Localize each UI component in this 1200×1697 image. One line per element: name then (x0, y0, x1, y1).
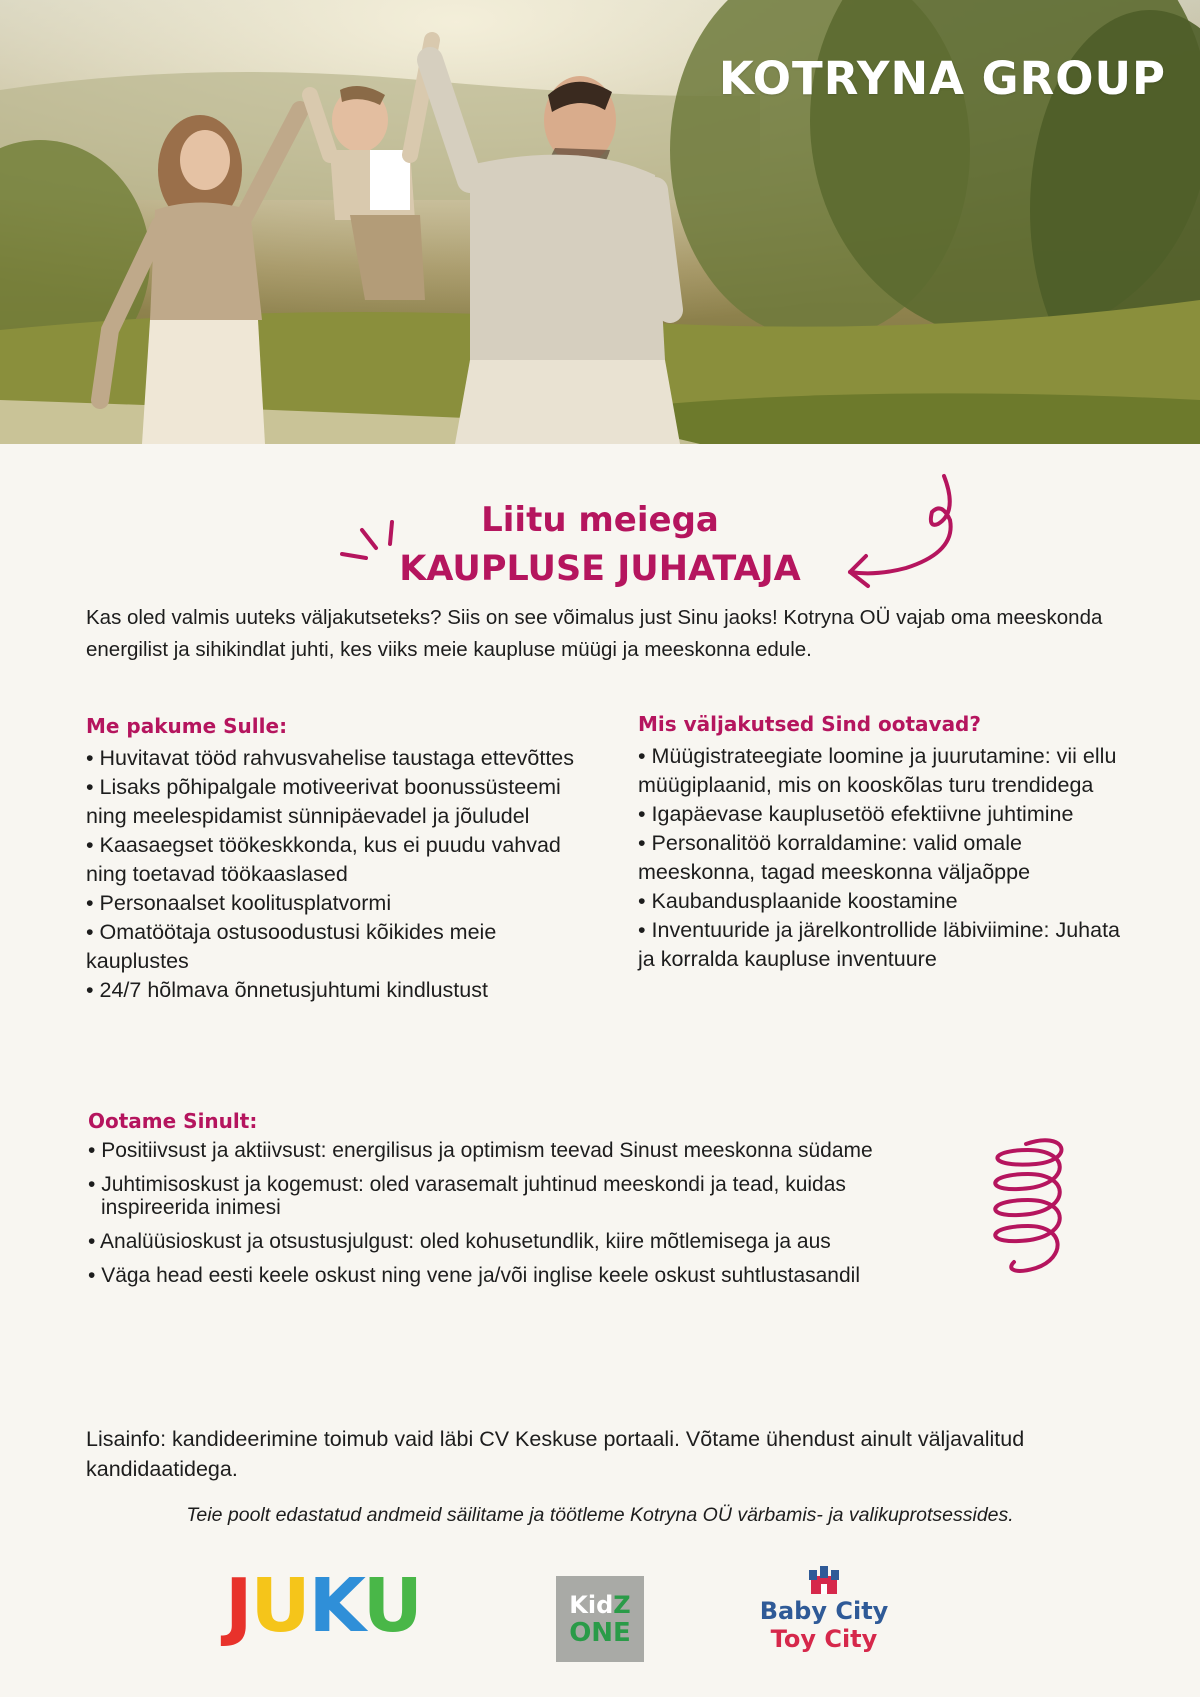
hero-photo (0, 0, 1200, 444)
list-item: • Müügistrateegiate loomine ja juurutamine: vii ellu müügiplaanid, mis on kooskõlas turu trendidega (638, 742, 1138, 800)
list-item: • Kaubandusplaanide koostamine (638, 887, 1138, 916)
expect-section (88, 1109, 918, 1298)
list-item: • Igapäevase kauplusetöö efektiivne juhtimine (638, 800, 1138, 829)
list-item: • Inventuuride ja järelkontrollide läbiviimine: Juhata ja korralda kaupluse inventuure (638, 916, 1138, 974)
kidzone-kid: Kid (569, 1590, 614, 1619)
toycity-text: Toy City (770, 1624, 878, 1653)
kidzone-z: Z (613, 1590, 631, 1619)
juku-letter: J (225, 1563, 251, 1649)
brand-logo: KOTRYNA GROUP (718, 52, 1166, 105)
juku-logo (225, 1563, 421, 1649)
list-item: • 24/7 hõlmava õnnetusjuhtumi kindlustust (86, 976, 586, 1005)
kidzone-bottom: ONE (569, 1617, 631, 1648)
job-title: KAUPLUSE JUHATAJA (399, 549, 801, 589)
challenges-title: Mis väljakutsed Sind ootavad? (638, 712, 981, 736)
offer-title: Me pakume Sulle: (86, 714, 288, 738)
babycity-text: Baby City (759, 1597, 889, 1626)
offer-section (86, 714, 586, 1005)
castle-icon (807, 1564, 841, 1594)
list-item: • Kaasaegset töökeskkonda, kus ei puudu vahvad ning toetavad töökaaslased (86, 831, 586, 889)
challenges-list (638, 742, 1138, 974)
list-item: • Juhtimisoskust ja kogemust: oled varasemalt juhtinud meeskondi ja tead, kuidas inspireerida inimesi (88, 1173, 918, 1219)
list-item: • Huvitavat tööd rahvusvahelise taustaga ettevõttes (86, 744, 586, 773)
list-item: • Omatöötaja ostusoodustusi kõikides meie kauplustes (86, 918, 586, 976)
challenges-section (638, 712, 1138, 974)
content-area (0, 444, 1200, 1697)
juku-letter: U (250, 1563, 309, 1649)
kidzone-logo (556, 1576, 644, 1662)
juku-letter: U (362, 1563, 421, 1649)
intro-text: Kas oled valmis uuteks väljakutseteks? Siis on see võimalus just Sinu jaoks! Kotryna OÜ vajab oma meeskonda energilist ja sihikindlat juhti, kes viiks meie kaupluse müügi ja meeskonna edule. (86, 606, 1103, 661)
list-item: • Lisaks põhipalgale motiveerivat boonussüsteemi ning meelespidamist sünnipäevadel ja jõuludel (86, 773, 586, 831)
juku-letter: K (308, 1563, 363, 1649)
kidzone-top (569, 1590, 631, 1619)
list-item: • Väga head eesti keele oskust ning vene ja/või inglise keele oskust suhtlustasandil (88, 1264, 918, 1287)
list-item: • Personalitöö korraldamine: valid omale meeskonna, tagad meeskonna väljaõppe (638, 829, 1138, 887)
offer-list (86, 744, 586, 1005)
join-heading: Liitu meiega (481, 500, 719, 540)
list-item: • Personaalset koolitusplatvormi (86, 889, 586, 918)
babycity-logo (757, 1564, 891, 1654)
privacy-note: Teie poolt edastatud andmeid säilitame ja töötleme Kotryna OÜ värbamis- ja valikuprotsessides. (186, 1504, 1014, 1526)
additional-info: Lisainfo: kandideerimine toimub vaid läbi CV Keskuse portaali. Võtame ühendust ainult väljavalitud kandidaatidega. (86, 1427, 1025, 1481)
expect-list (88, 1139, 918, 1287)
spring-icon (966, 1130, 1076, 1280)
list-item: • Positiivsust ja aktiivsust: energilisus ja optimism teevad Sinust meeskonna südame (88, 1139, 918, 1162)
expect-title: Ootame Sinult: (88, 1109, 258, 1133)
list-item: • Analüüsioskust ja otsustusjulgust: oled kohusetundlik, kiire mõtlemisega ja aus (88, 1230, 918, 1253)
